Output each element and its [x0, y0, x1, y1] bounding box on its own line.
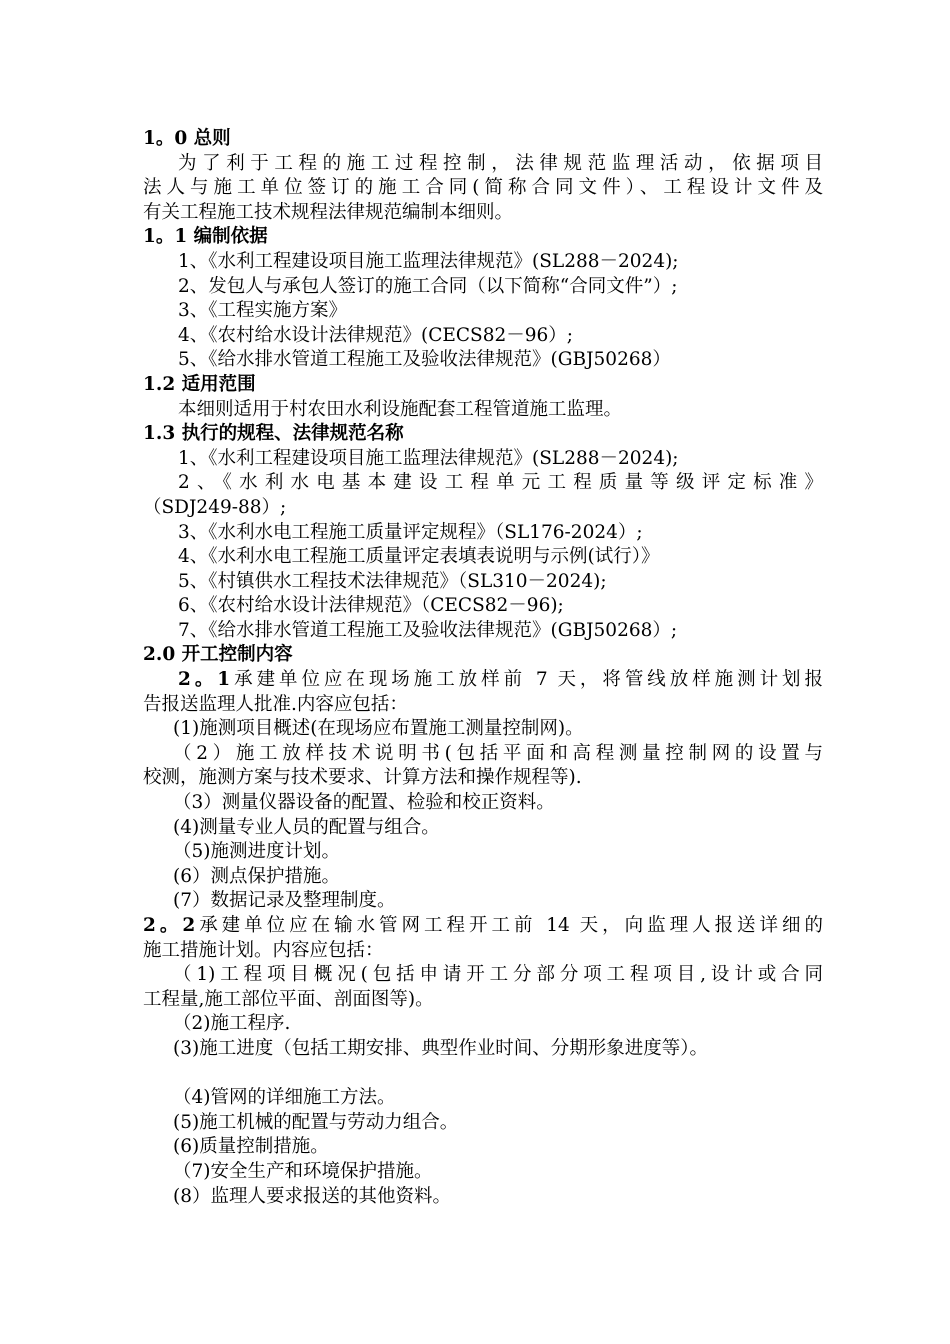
clause-number: 2。2 [143, 915, 196, 936]
list-item: 3、《水利水电工程施工质量评定规程》（SL176-2024）; [178, 521, 643, 543]
section-heading-1-1: 1。1 编制依据 [143, 226, 268, 248]
section-heading-1-0: 1。0 总则 [143, 128, 231, 149]
list-item: （4)管网的详细施工方法。 [173, 1087, 396, 1109]
list-item: （1)工程项目概况(包括申请开工分部分项工程项目,设计或合同 [173, 964, 823, 986]
list-item: 2、《水利水电基本建设工程单元工程质量等级评定标准》 [178, 472, 823, 494]
clause-text: 承建单位应在现场施工放样前 7 天，将管线放样施测计划报 [230, 669, 823, 691]
list-item: 5、《给水排水管道工程施工及验收法律规范》(GBJ50268） [178, 349, 671, 371]
list-item: 5、《村镇供水工程技术法律规范》（SL310－2024); [178, 570, 607, 592]
list-item: 7、《给水排水管道工程施工及验收法律规范》(GBJ50268）; [178, 619, 678, 641]
paragraph-line: 有关工程施工技术规程法律规范编制本细则。 [143, 201, 514, 223]
list-item: 1、《水利工程建设项目施工监理法律规范》(SL288－2024); [178, 250, 679, 272]
section-heading-1-3: 1.3 执行的规程、法律规范名称 [143, 423, 404, 445]
list-item: 2、发包人与承包人签订的施工合同（以下简称“合同文件”）; [178, 275, 678, 297]
list-item: 3、《工程实施方案》 [178, 300, 348, 322]
list-item: （SDJ249-88）; [143, 496, 287, 518]
paragraph-line [143, 914, 823, 939]
paragraph-line [143, 668, 823, 693]
paragraph-line: 为了利于工程的施工过程控制，法律规范监理活动，依据项目 [178, 152, 823, 174]
paragraph-line: 本细则适用于村农田水利设施配套工程管道施工监理。 [178, 398, 623, 420]
paragraph-line: 施工措施计划。内容应包括： [143, 939, 384, 961]
blank-line [143, 1062, 823, 1087]
list-item: (4)测量专业人员的配置与组合。 [173, 816, 440, 838]
paragraph-line: 法人与施工单位签订的施工合同(简称合同文件）、工程设计文件及 [143, 177, 823, 199]
list-item: （3）测量仪器设备的配置、检验和校正资料。 [173, 792, 555, 814]
list-item: (8）监理人要求报送的其他资料。 [173, 1185, 451, 1207]
clause-number: 2。1 [178, 669, 231, 691]
list-item: 4、《农村给水设计法律规范》(CECS82－96）; [178, 324, 574, 346]
list-item: （2)施工程序. [173, 1013, 291, 1035]
list-item: (1)施测项目概述(在现场应布置施工测量控制网)。 [173, 718, 584, 740]
list-item: 6、《农村给水设计法律规范》（CECS82－96); [178, 595, 564, 617]
section-heading-2-0: 2.0 开工控制内容 [143, 644, 293, 666]
list-item: 4、《水利水电工程施工质量评定表填表说明与示例(试行）》 [178, 546, 660, 568]
section-heading-1-2: 1.2 适用范围 [143, 373, 256, 395]
list-item: (7）数据记录及整理制度。 [173, 890, 396, 912]
list-item: 1、《水利工程建设项目施工监理法律规范》(SL288－2024); [178, 447, 679, 469]
list-item: （5)施测进度计划。 [173, 841, 340, 863]
paragraph-line: 告报送监理人批准.内容应包括： [143, 693, 408, 715]
list-item: (6）测点保护措施。 [173, 865, 340, 887]
document-body [143, 127, 823, 1209]
list-item: (3)施工进度（包括工期安排、典型作业时间、分期形象进度等）。 [173, 1037, 708, 1059]
list-item: 工程量,施工部位平面、剖面图等)。 [143, 988, 434, 1010]
list-item: （2）施工放样技术说明书(包括平面和高程测量控制网的设置与 [173, 742, 823, 764]
list-item: (5)施工机械的配置与劳动力组合。 [173, 1111, 459, 1133]
list-item: 校测，施测方案与技术要求、计算方法和操作规程等). [143, 767, 582, 789]
clause-text: 承建单位应在输水管网工程开工前 14 天，向监理人报送详细的 [195, 915, 823, 936]
list-item: （7)安全生产和环境保护措施。 [173, 1160, 433, 1182]
list-item: (6)质量控制措施。 [173, 1136, 329, 1158]
